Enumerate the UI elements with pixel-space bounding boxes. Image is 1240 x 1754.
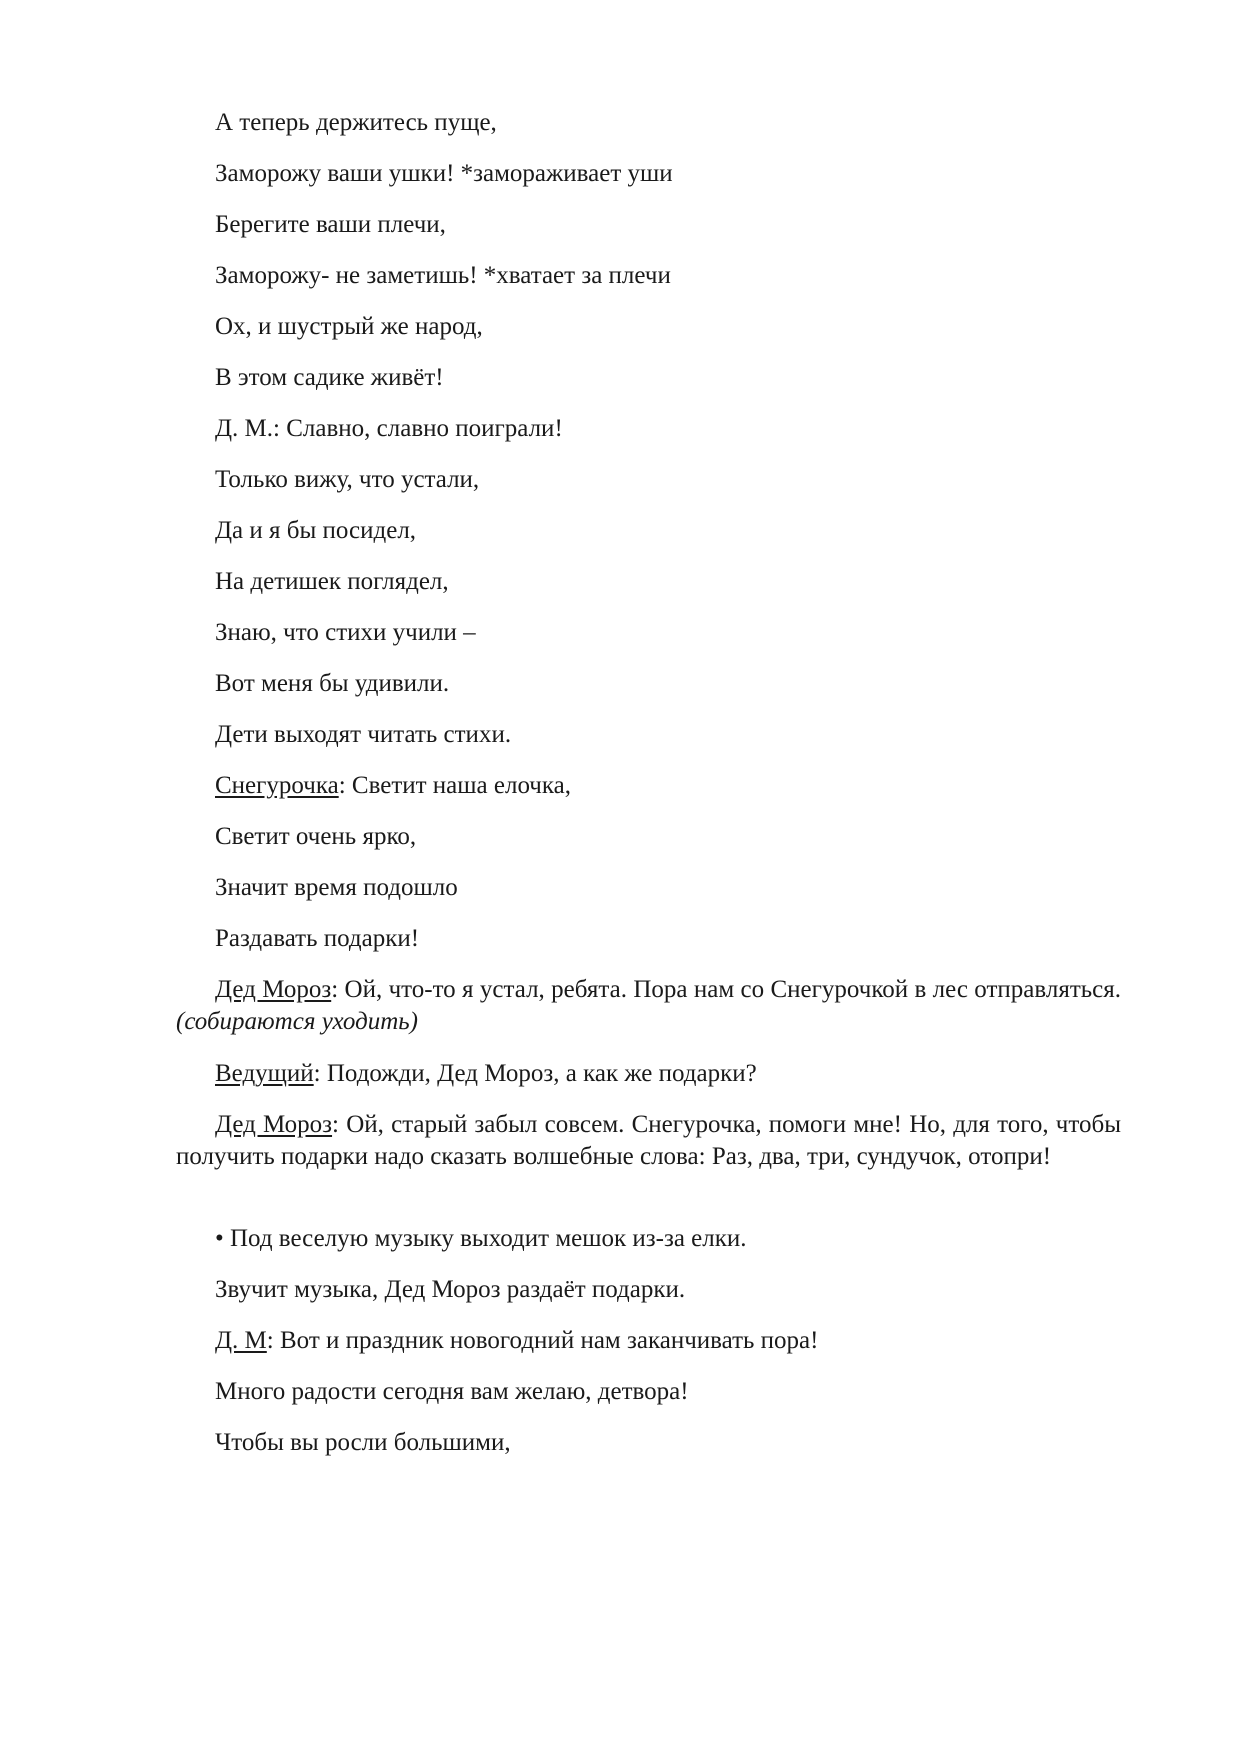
speaker-name: Дед Мороз — [215, 1111, 333, 1138]
stage-direction: (собираются уходить) — [176, 1008, 419, 1035]
dialogue-paragraph — [176, 974, 1121, 1038]
text-line: Заморожу ваши ушки! *замораживает уши — [215, 160, 673, 187]
text-line: А теперь держитесь пуще, — [215, 109, 497, 136]
text-line: Берегите ваши плечи, — [215, 211, 446, 238]
text-line: Да и я бы посидел, — [215, 517, 417, 544]
dialogue-text: : Ой, старый забыл совсем. Снегурочка, помоги мне! Но, для того, чтобы получить подарки надо сказать волшебные слова: Раз, два, три, сундучок, отопри! — [176, 1111, 1121, 1170]
text-line: Знаю, что стихи учили – — [215, 619, 476, 646]
dialogue-text: : Ой, что-то я устал, ребята. Пора нам со Снегурочкой в лес отправляться. — [331, 976, 1121, 1003]
stage-direction: Звучит музыка, Дед Мороз раздаёт подарки. — [215, 1276, 686, 1303]
dialogue-text: : Светит наша елочка, — [338, 772, 571, 799]
text-line: Значит время подошло — [215, 874, 458, 901]
speaker-name: Дед Мороз — [215, 976, 332, 1003]
text-line: На детишек поглядел, — [215, 568, 449, 595]
text-line: В этом садике живёт! — [215, 364, 444, 391]
text-line: Заморожу- не заметишь! *хватает за плечи — [215, 262, 671, 289]
bullet-line: • Под веселую музыку выходит мешок из-за елки. — [215, 1225, 747, 1252]
dialogue-paragraph — [176, 1109, 1121, 1173]
dialogue-line — [215, 770, 571, 802]
text-line: Раздавать подарки! — [215, 925, 420, 952]
text-line: Д. М.: Славно, славно поиграли! — [215, 415, 563, 442]
stage-direction: Дети выходят читать стихи. — [215, 721, 512, 748]
text-line: Светит очень ярко, — [215, 823, 417, 850]
text-line: Ох, и шустрый же народ, — [215, 313, 483, 340]
dialogue-text: : Вот и праздник новогодний нам заканчивать пора! — [266, 1327, 819, 1354]
text-line: Чтобы вы росли большими, — [215, 1429, 511, 1456]
text-line: Вот меня бы удивили. — [215, 670, 450, 697]
dialogue-text: : Подожди, Дед Мороз, а как же подарки? — [313, 1060, 757, 1087]
dialogue-line — [215, 1325, 818, 1357]
dialogue-line — [215, 1058, 757, 1090]
text-line: Много радости сегодня вам желаю, детвора! — [215, 1378, 689, 1405]
speaker-name: Ведущий — [215, 1060, 314, 1087]
speaker-name: Д. М — [215, 1327, 267, 1354]
text-line: Только вижу, что устали, — [215, 466, 480, 493]
speaker-name: Снегурочка — [215, 772, 339, 799]
